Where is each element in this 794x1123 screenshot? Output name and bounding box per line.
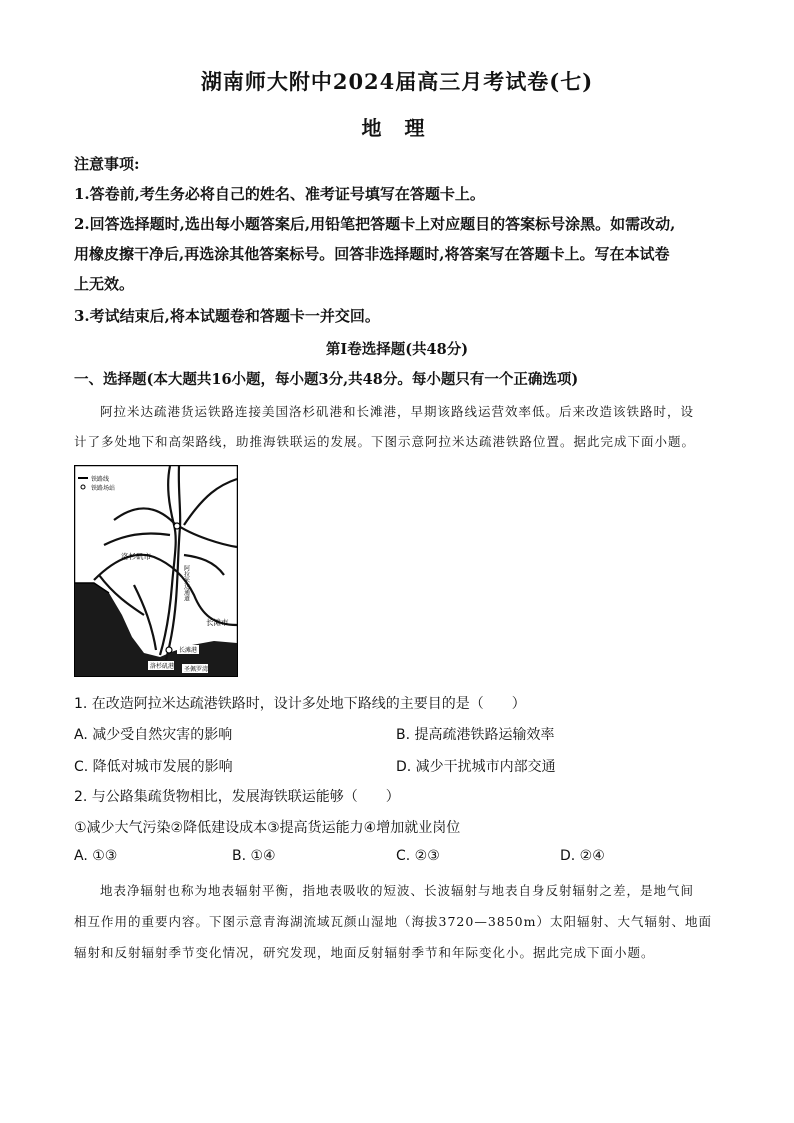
q1-option-d[interactable]: D. 减少干扰城市内部交通 bbox=[396, 759, 556, 775]
notice-heading: 注意事项: bbox=[74, 155, 140, 173]
q2-option-a[interactable]: A. ①③ bbox=[74, 848, 118, 864]
q2-option-d[interactable]: D. ②④ bbox=[560, 848, 605, 864]
q1-option-a[interactable]: A. 减少受自然灾害的影响 bbox=[74, 727, 233, 743]
exam-title: 湖南师大附中2024届高三月考试卷(七) bbox=[200, 69, 594, 94]
passage2-line: 辐射和反射辐射季节变化情况，研究发现，地面反射辐射季节和年际变化小。据此完成下面小题。 bbox=[74, 945, 655, 960]
passage2-line: 地表净辐射也称为地表辐射平衡，指地表吸收的短波、长波辐射与地表自身反射辐射之差，是地气间 bbox=[100, 883, 695, 898]
q2-option-b[interactable]: B. ①④ bbox=[232, 848, 276, 864]
q1-option-c[interactable]: C. 降低对城市发展的影响 bbox=[74, 759, 233, 775]
section-title: 第I卷选择题(共48分) bbox=[325, 341, 469, 358]
notice-item: 用橡皮擦干净后,再选涂其他答案标号。回答非选择题时,将答案写在答题卡上。写在本试卷 bbox=[74, 245, 670, 263]
legend-station-label: 铁路场站 bbox=[91, 485, 116, 492]
map-label-bay: 圣佩罗湾 bbox=[184, 666, 209, 673]
passage2-line: 相互作用的重要内容。下图示意青海湖流域瓦颜山湿地（海拔3720—3850m）太阳辐射、大气辐射、地面 bbox=[74, 914, 712, 929]
q2-stem: 2. 与公路集疏货物相比，发展海铁联运能够（ ） bbox=[74, 789, 400, 805]
notice-item: 3.考试结束后,将本试题卷和答题卡一并交回。 bbox=[74, 307, 380, 325]
q1-stem: 1. 在改造阿拉米达疏港铁路时，设计多处地下路线的主要目的是（ ） bbox=[74, 696, 526, 712]
map-label-corridor: 阿拉米达通道 bbox=[182, 565, 190, 601]
notice-item: 1.答卷前,考生务必将自己的姓名、准考证号填写在答题卡上。 bbox=[74, 185, 485, 203]
map-label-la-city: 洛杉矶市 bbox=[121, 552, 151, 561]
passage1-line: 计了多处地下和高架路线，助推海铁联运的发展。下图示意阿拉米达疏港铁路位置。据此完成下面小题。 bbox=[74, 434, 696, 449]
passage1-line: 阿拉米达疏港货运铁路连接美国洛杉矶港和长滩港，早期该路线运营效率低。后来改造该铁路时，设 bbox=[100, 404, 695, 419]
notice-item: 上无效。 bbox=[74, 275, 135, 293]
q2-statements: ①减少大气污染②降低建设成本③提高货运能力④增加就业岗位 bbox=[74, 820, 461, 836]
map-label-lb-port: 长滩港 bbox=[179, 647, 198, 654]
legend-railway-label: 铁路线 bbox=[91, 476, 110, 483]
map-label-longbeach-city: 长滩市 bbox=[206, 618, 229, 627]
map-label-la-port: 洛杉矶港 bbox=[150, 663, 175, 670]
section-instruction: 一、选择题(本大题共16小题，每小题3分,共48分。每小题只有一个正确选项) bbox=[74, 371, 579, 388]
subject-title: 地 理 bbox=[361, 116, 433, 140]
q2-option-c[interactable]: C. ②③ bbox=[396, 848, 440, 864]
railway-map bbox=[74, 465, 238, 677]
notice-item: 2.回答选择题时,选出每小题答案后,用铅笔把答题卡上对应题目的答案标号涂黑。如需改动, bbox=[74, 215, 676, 233]
q1-option-b[interactable]: B. 提高疏港铁路运输效率 bbox=[396, 727, 555, 743]
